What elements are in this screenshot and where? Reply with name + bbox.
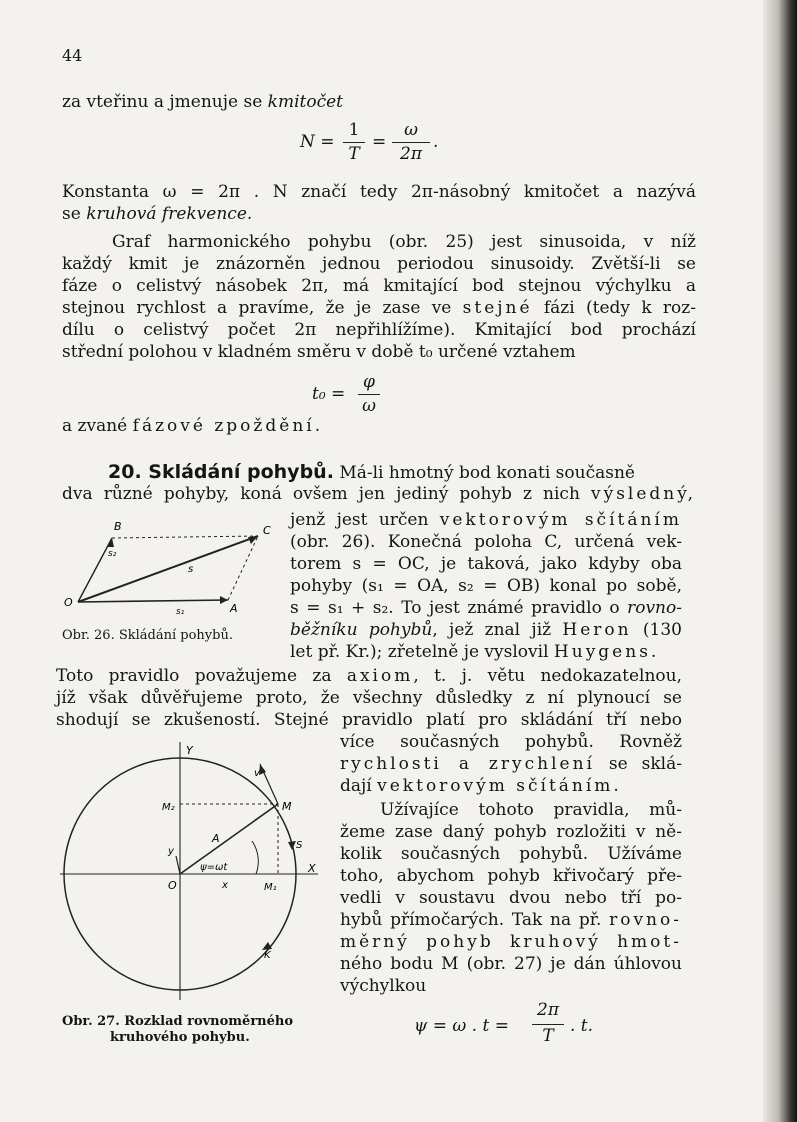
radius-OM: [180, 804, 278, 874]
label-y: y: [168, 846, 174, 857]
formula-tail: . t.: [570, 1016, 594, 1036]
formula-equals: =: [372, 132, 387, 152]
label-x: x: [222, 880, 228, 891]
vector-s1: [78, 600, 228, 602]
formula-numerator: φ: [363, 372, 375, 392]
label-K: K: [264, 950, 271, 961]
angle-arc: [252, 841, 258, 874]
page-binding-edge: [763, 0, 797, 1122]
text-span: , jež znal již: [432, 620, 563, 640]
label-O: O: [64, 596, 73, 609]
text-line: [62, 204, 252, 224]
text-line: jíž však důvěřujeme proto, že všechny důsledky z ní plynoucí se: [56, 688, 682, 708]
text-line: [340, 754, 682, 774]
label-X: X: [308, 862, 316, 875]
text-line: fáze o celistvý násobek 2π, má kmitající bod stejnou výchylku a: [62, 276, 696, 296]
text-span: , t. j. větu nedokazatelnou,: [413, 666, 682, 686]
text-line: [340, 910, 682, 930]
figure-27-caption-line2: kruhového pohybu.: [110, 1030, 250, 1045]
formula-denominator: T: [542, 1026, 554, 1046]
formula-lhs: ψ = ω . t =: [414, 1016, 509, 1036]
label-angle-psi: ψ=ωt: [200, 862, 228, 873]
text-span: dají: [340, 776, 378, 796]
formula-numerator: 2π: [537, 1000, 559, 1020]
direction-arrow: [288, 841, 296, 850]
formula-period: .: [433, 132, 439, 152]
label-Y: Y: [186, 744, 193, 757]
formula-numerator: 1: [348, 120, 360, 140]
text-line: (obr. 26). Konečná poloha C, určená vek-: [290, 532, 682, 552]
label-S: S: [296, 840, 303, 851]
formula-lhs: t₀ =: [312, 384, 346, 404]
fraction-bar: [358, 394, 380, 395]
text-line: [290, 598, 682, 618]
label-O: O: [168, 879, 177, 892]
label-A: A: [212, 832, 220, 845]
text-span: hybů přímočarých. Tak na př.: [340, 910, 610, 930]
text-line: ného bodu M (obr. 27) je dán úhlovou: [340, 954, 682, 974]
text-span: se sklá-: [594, 754, 682, 774]
text-span: za vteřinu a jmenuje se: [62, 92, 268, 112]
text-line: dílu o celistvý počet 2π nepřihlížíme). Kmitající bod prochází: [62, 320, 696, 340]
label-B: B: [114, 520, 122, 533]
fraction-bar: [392, 142, 430, 143]
section-title: 20. Skládání pohybů.: [108, 461, 334, 483]
formula-denominator: ω: [362, 396, 376, 416]
fraction-bar: [532, 1024, 564, 1025]
text-span: s = s₁ + s₂. To jest známé pravidlo o: [290, 598, 628, 618]
text-span: Má-li hmotný bod konati současně: [333, 463, 635, 483]
name-heron: Heron: [562, 620, 632, 640]
text-line: toho, abychom pohyb křivočarý pře-: [340, 866, 682, 886]
formula-denominator: 2π: [400, 144, 422, 164]
spaced-term: stejné: [462, 298, 533, 318]
label-M1: M₁: [264, 882, 277, 893]
vector-s: [78, 536, 258, 602]
term-rychlosti-zrychleni: rychlosti a zrychlení: [340, 754, 595, 774]
label-A: A: [230, 602, 238, 615]
page-number: 44: [62, 46, 83, 65]
text-line: výchylkou: [340, 976, 427, 996]
term-vysledny: výsledný,: [590, 484, 696, 504]
text-line: pohyby (s₁ = OA, s₂ = OB) konal po sobě,: [290, 576, 682, 596]
text-span: jenž jest určen: [290, 510, 440, 530]
term-fazove-zpozdeni: fázové zpoždění.: [132, 416, 324, 436]
term-vektorovym-scitanim: vektorovým sčítáním: [439, 510, 682, 530]
text-line: [340, 776, 622, 796]
formula-denominator: T: [348, 144, 360, 164]
text-span: dva různé pohyby, koná ovšem jen jediný pohyb z nich: [62, 484, 591, 504]
fraction-bar: [343, 142, 365, 143]
arrowhead: [259, 764, 266, 775]
term-axiom: axiom: [346, 666, 414, 686]
text-span: Toto pravidlo považujeme za: [56, 666, 347, 686]
text-span: a zvané: [62, 416, 133, 436]
text-span: stejnou rychlost a pravíme, že je zase ve: [62, 298, 463, 318]
figure-26-caption: Obr. 26. Skládání pohybů.: [62, 628, 233, 643]
formula-numerator: ω: [404, 120, 418, 140]
text-line: Užívajíce tohoto pravidla, mů-: [380, 800, 682, 820]
figure-27-caption-line1: Obr. 27. Rozklad rovnoměrného: [62, 1014, 294, 1029]
label-v: v: [254, 768, 260, 779]
text-line: Konstanta ω = 2π . N značí tedy 2π-násobný kmitočet a nazývá: [62, 182, 696, 202]
text-line: [290, 642, 659, 662]
text-line: [62, 298, 696, 318]
text-span: (130: [631, 620, 682, 640]
label-C: C: [263, 524, 271, 537]
term-kruhova-frekvence: kruhová frekvence.: [86, 204, 253, 224]
term-rovnobeznik-pohybu: běžníku pohybů: [290, 620, 433, 640]
label-s: s: [188, 564, 194, 575]
text-line: [62, 416, 323, 436]
text-span: let př. Kr.); zřetelně je vyslovil: [290, 642, 554, 662]
text-line: shodují se zkušeností. Stejné pravidlo platí pro skládání tří nebo: [56, 710, 682, 730]
text-line: střední polohou v kladném směru v době t₀ určené vztahem: [62, 342, 576, 362]
text-span: se: [62, 204, 87, 224]
term-rovnobeznik: rovno-: [627, 598, 682, 618]
text-line: [62, 484, 696, 504]
text-line: každý kmit je znázorněn jednou periodou sinusoidy. Zvětší-li se: [62, 254, 696, 274]
label-s2: s₂: [108, 549, 117, 559]
text-line: [290, 620, 682, 640]
text-line: [290, 510, 682, 530]
name-huygens: Huygens.: [553, 642, 660, 662]
label-M: M: [282, 800, 292, 813]
dashed-side: [112, 536, 258, 538]
term-rovnomerny: rovno-: [609, 910, 682, 930]
term-kmitocet: kmitočet: [267, 92, 344, 112]
text-line: vedli v soustavu dvou nebo tří po-: [340, 888, 682, 908]
formula-lhs: N =: [300, 132, 335, 152]
text-line: torem s = OC, je taková, jako kdyby oba: [290, 554, 682, 574]
text-line: [56, 666, 682, 686]
text-line: více současných pohybů. Rovněž: [340, 732, 682, 752]
arrowhead: [220, 596, 228, 604]
term-vektorovym-scitanim: vektorovým sčítáním.: [377, 776, 622, 796]
text-line: Graf harmonického pohybu (obr. 25) jest sinusoida, v níž: [112, 232, 696, 252]
text-line: měrný pohyb kruhový hmot-: [340, 932, 682, 952]
y-arrow: [176, 856, 180, 874]
figure-27-circle: [56, 738, 328, 1010]
text-line: kolik současných pohybů. Užíváme: [340, 844, 682, 864]
section-heading-line: [108, 460, 635, 485]
label-s1: s₁: [176, 607, 185, 617]
figure-26-parallelogram: [58, 514, 288, 634]
text-line: [62, 92, 343, 112]
label-M2: M₂: [162, 802, 175, 813]
text-line: žeme zase daný pohyb rozložiti v ně-: [340, 822, 682, 842]
text-span: fázi (tedy k roz-: [532, 298, 696, 318]
